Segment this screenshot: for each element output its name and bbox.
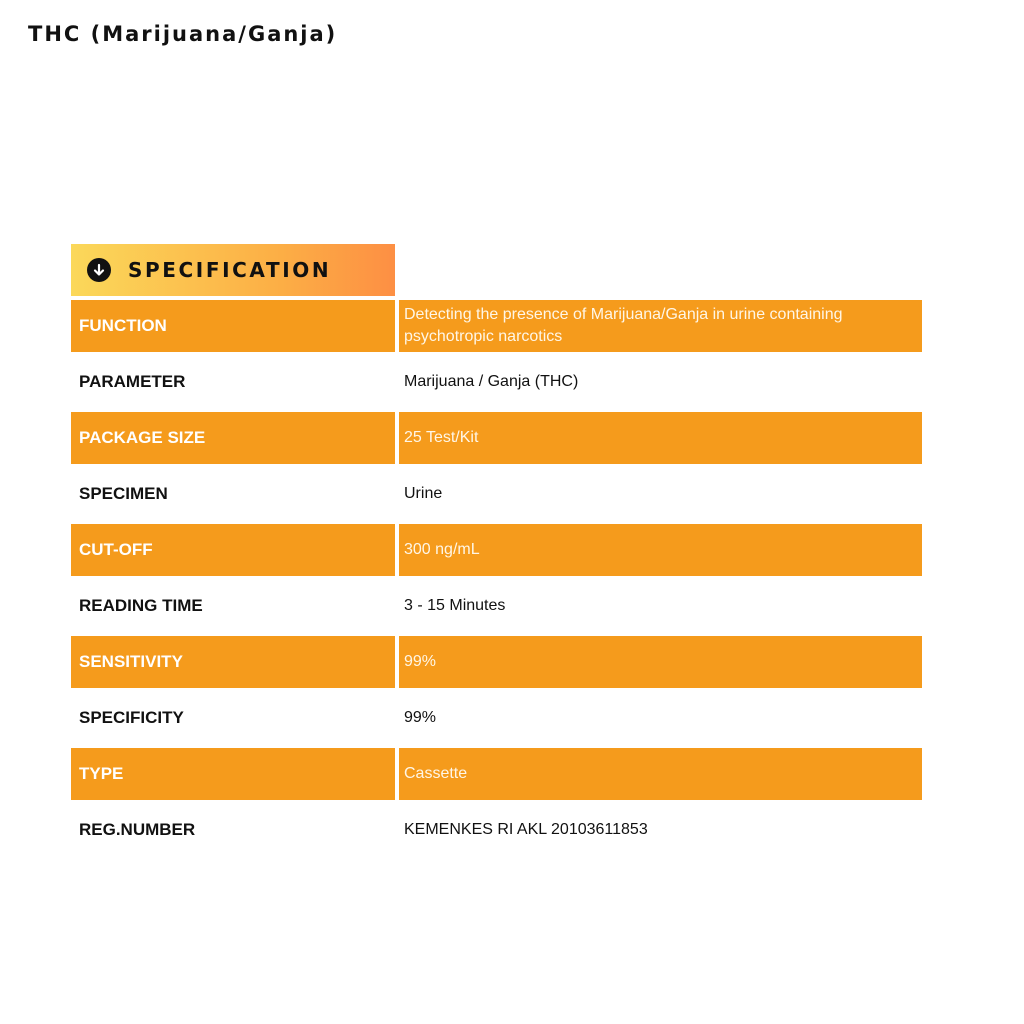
- spec-row-function: [71, 300, 922, 352]
- spec-label: TYPE: [71, 748, 395, 800]
- spec-value: KEMENKES RI AKL 20103611853: [404, 821, 648, 838]
- spec-value: Urine: [404, 485, 443, 502]
- specification-header: [71, 244, 395, 296]
- spec-value: 300 ng/mL: [399, 524, 922, 576]
- spec-label: SPECIFICITY: [79, 708, 184, 727]
- spec-label: REG.NUMBER: [79, 820, 196, 839]
- page-title: THC (Marijuana/Ganja): [28, 22, 338, 46]
- spec-label: PACKAGE SIZE: [71, 412, 395, 464]
- spec-value: 99%: [399, 636, 922, 688]
- specification-title: SPECIFICATION: [128, 258, 332, 282]
- spec-label: PARAMETER: [79, 372, 186, 391]
- spec-row-parameter: [71, 356, 922, 408]
- spec-row-specificity: [71, 692, 922, 744]
- spec-value: 99%: [404, 709, 437, 726]
- spec-label: FUNCTION: [71, 300, 395, 352]
- spec-label: SENSITIVITY: [71, 636, 395, 688]
- spec-row-reg-number: [71, 804, 922, 856]
- spec-value: Cassette: [399, 748, 922, 800]
- spec-row-sensitivity: [71, 636, 922, 688]
- spec-row-cut-off: [71, 524, 922, 576]
- spec-value: 25 Test/Kit: [399, 412, 922, 464]
- spec-row-reading-time: [71, 580, 922, 632]
- spec-value: 3 - 15 Minutes: [404, 597, 506, 614]
- spec-row-type: [71, 748, 922, 800]
- spec-label: SPECIMEN: [79, 484, 168, 503]
- spec-row-specimen: [71, 468, 922, 520]
- specification-table: [71, 300, 922, 860]
- spec-label: READING TIME: [79, 596, 203, 615]
- spec-label: CUT-OFF: [71, 524, 395, 576]
- spec-value: Detecting the presence of Marijuana/Ganja in urine containing psychotropic narcotics: [399, 300, 922, 352]
- spec-value: Marijuana / Ganja (THC): [404, 373, 579, 390]
- spec-row-package-size: [71, 412, 922, 464]
- arrow-down-circle-icon: [87, 258, 111, 282]
